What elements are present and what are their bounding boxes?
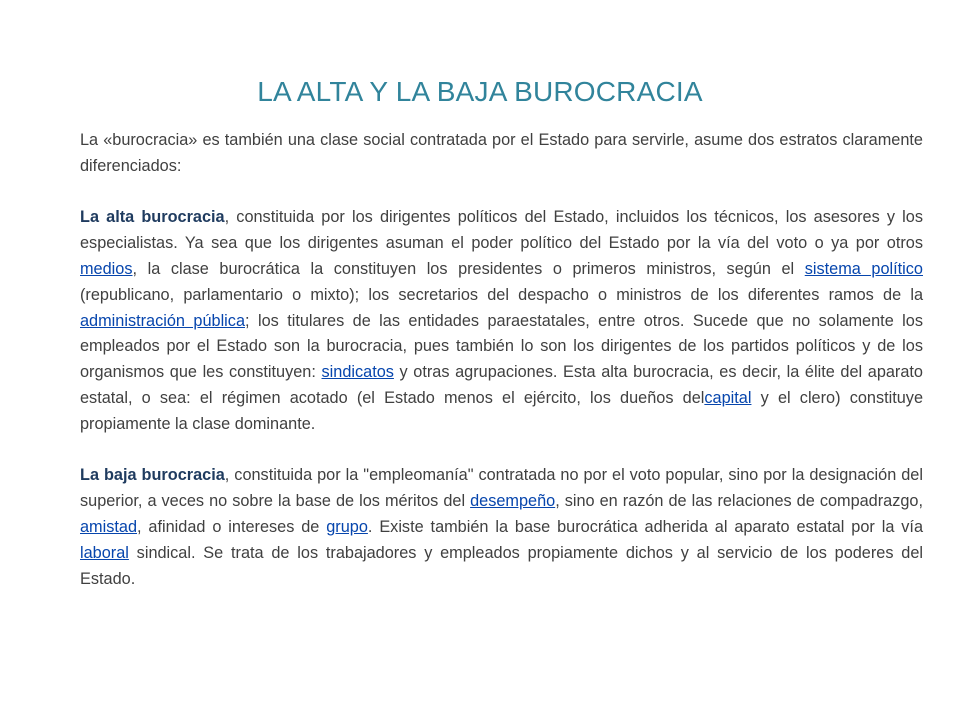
baja-burocracia-paragraph bbox=[80, 463, 923, 592]
text-segment: y el clero) constituye propiamente la clase dominante. bbox=[80, 388, 923, 433]
text-segment: , la clase burocrática la constituyen los presidentes o primeros ministros, según el bbox=[132, 259, 805, 278]
text-segment: , constituida por la "empleomanía" contratada no por el voto popular, sino por la designación del superior, a veces no sobre la base de los méritos del bbox=[80, 466, 923, 511]
text-segment: sindical. Se trata de los trabajadores y empleados propiamente dichos y al servicio de los poderes del Estado. bbox=[80, 543, 923, 588]
link-desempeno[interactable]: desempeño bbox=[470, 492, 556, 511]
link-medios[interactable]: medios bbox=[80, 259, 133, 278]
intro-text: La «burocracia» es también una clase social contratada por el Estado para servirle, asume dos estratos claramente diferenciados: bbox=[80, 131, 923, 175]
text-segment: y otras agrupaciones. Esta alta burocracia, es decir, la élite del aparato estatal, o sea: el régimen acotado (el Estado menos el ejército, los dueños del bbox=[80, 363, 923, 407]
link-administracion-publica[interactable]: administración pública bbox=[80, 311, 245, 330]
link-grupo[interactable]: grupo bbox=[326, 517, 368, 536]
alta-burocracia-heading: La alta burocracia bbox=[80, 208, 225, 227]
slide-title: LA ALTA Y LA BAJA BUROCRACIA bbox=[257, 76, 703, 107]
link-capital[interactable]: capital bbox=[704, 388, 752, 407]
text-segment: , constituida por los dirigentes políticos del Estado, incluidos los técnicos, los asesores y los especialistas. Ya sea que los dirigentes asuman el poder político del Estado por la vía del voto o ya por otros bbox=[80, 208, 923, 253]
alta-burocracia-paragraph bbox=[80, 205, 923, 437]
link-laboral[interactable]: laboral bbox=[80, 543, 129, 562]
intro-paragraph bbox=[80, 128, 923, 180]
link-amistad[interactable]: amistad bbox=[80, 517, 138, 536]
baja-burocracia-heading: La baja burocracia bbox=[80, 466, 225, 485]
link-sistema-politico[interactable]: sistema político bbox=[804, 259, 923, 278]
text-segment: ; los titulares de las entidades paraestatales, entre otros. Sucede que no solamente los empleados por el Estado son la burocracia, pues también lo son los dirigentes de los partidos políticos y de los organismos que les constituyen: bbox=[80, 311, 923, 382]
text-segment: . Existe también la base burocrática adherida al aparato estatal por la vía bbox=[367, 517, 924, 536]
slide-body bbox=[80, 128, 923, 618]
text-segment: (republicano, parlamentario o mixto); los secretarios del despacho o ministros de los diferentes ramos de la bbox=[80, 285, 923, 304]
link-sindicatos[interactable]: sindicatos bbox=[321, 363, 394, 382]
text-segment: , afinidad o intereses de bbox=[137, 517, 327, 536]
text-segment: , sino en razón de las relaciones de compadrazgo, bbox=[555, 492, 923, 511]
